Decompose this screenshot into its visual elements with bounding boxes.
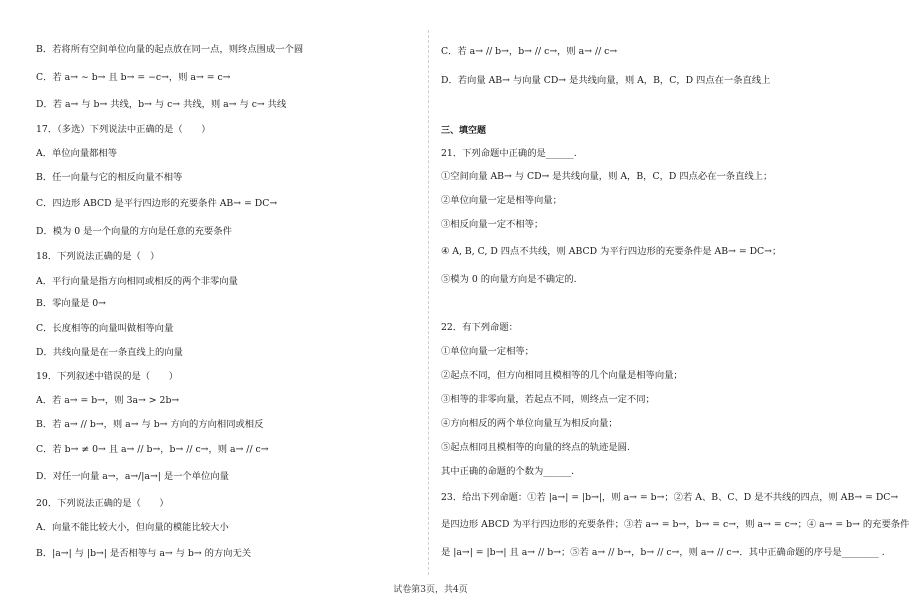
q22-item-4: ④方向相反的两个单位向量互为相反向量；	[441, 418, 618, 429]
q21-item-5: ⑤模为 0 的向量方向是不确定的.	[441, 274, 577, 285]
column-divider	[428, 30, 429, 575]
q17-option-d: D．模为 0 是一个向量的方向是任意的充要条件	[36, 226, 232, 237]
question-18-stem: 18．下列说法正确的是（ ）	[36, 251, 160, 262]
q17-option-a: A．单位向量都相等	[36, 148, 118, 159]
question-17-stem: 17．（多选）下列说法中正确的是（ ）	[36, 124, 211, 135]
q21-item-2: ②单位向量一定是相等向量；	[441, 195, 562, 206]
left-line-2: C．若 a→ ∼ b→ 且 b→ = −c→，则 a→ = c→	[36, 72, 231, 83]
q19-option-a: A．若 a→ = b→，则 3a→ > 2b→	[36, 395, 180, 406]
q18-option-c: C．长度相等的向量叫做相等向量	[36, 323, 174, 334]
left-line-3: D．若 a→ 与 b→ 共线，b→ 与 c→ 共线，则 a→ 与 c→ 共线	[36, 99, 287, 110]
section-title-fill-in: 三、填空题	[441, 126, 487, 136]
question-20-stem: 20．下列说法正确的是（ ）	[36, 498, 169, 509]
question-23-line-1: 23．给出下列命题：①若 |a→| = |b→|，则 a→ = b→；②若 A、B、C、D 是不共线的四点，则 AB→ = DC→	[441, 492, 899, 503]
question-21-stem: 21．下列命题中正确的是______.	[441, 148, 577, 159]
q22-item-5: ⑤起点相同且模相等的向量的终点的轨迹是圆.	[441, 442, 630, 453]
q21-item-3: ③相反向量一定不相等；	[441, 219, 544, 230]
q20-option-d: D．若向量 AB→ 与向量 CD→ 是共线向量，则 A，B，C，D 四点在一条直线上	[441, 75, 771, 86]
q21-item-4: ④ A, B, C, D 四点不共线，则 ABCD 为平行四边形的充要条件是 AB→ = DC→；	[441, 246, 782, 257]
q17-option-b: B．任一向量与它的相反向量不相等	[36, 172, 183, 183]
q20-option-a: A．向量不能比较大小，但向量的模能比较大小	[36, 522, 229, 533]
q22-item-2: ②起点不同，但方向相同且模相等的几个向量是相等向量；	[441, 370, 683, 381]
q22-answer-prompt: 其中正确的命题的个数为______.	[441, 466, 575, 477]
q21-item-1: ①空间向量 AB→ 与 CD→ 是共线向量，则 A，B，C，D 四点必在一条直线上；	[441, 171, 773, 182]
question-23-line-2: 是四边形 ABCD 为平行四边形的充要条件；③若 a→ = b→，b→ = c→，则 a→ = c→；④ a→ = b→ 的充要条件	[441, 519, 909, 530]
page-footer: 试卷第3页，共4页	[393, 585, 468, 595]
q22-item-1: ①单位向量一定相等；	[441, 346, 534, 357]
q18-option-b: B．零向量是 0→	[36, 298, 106, 309]
q20-option-c: C．若 a→ // b→，b→ // c→，则 a→ // c→	[441, 46, 618, 57]
question-22-stem: 22．有下列命题：	[441, 322, 518, 333]
q20-option-b: B．|a→| 与 |b→| 是否相等与 a→ 与 b→ 的方向无关	[36, 548, 252, 559]
q18-option-a: A．平行向量是指方向相同或相反的两个非零向量	[36, 276, 238, 287]
left-line-1: B．若将所有空间单位向量的起点放在同一点，则终点围成一个圆	[36, 44, 304, 55]
q22-item-3: ③相等的非零向量，若起点不同，则终点一定不同；	[441, 394, 655, 405]
q19-option-b: B．若 a→ // b→，则 a→ 与 b→ 方向的方向相同或相反	[36, 419, 264, 430]
q19-option-d: D．对任一向量 a→，a→/|a→| 是一个单位向量	[36, 471, 229, 482]
q17-option-c: C．四边形 ABCD 是平行四边形的充要条件 AB→ = DC→	[36, 198, 278, 209]
q19-option-c: C．若 b→ ≠ 0→ 且 a→ // b→，b→ // c→，则 a→ // c→	[36, 444, 269, 455]
q18-option-d: D．共线向量是在一条直线上的向量	[36, 347, 183, 358]
question-23-line-3: 是 |a→| = |b→| 且 a→ // b→；⑤若 a→ // b→，b→ // c→，则 a→ // c→．其中正确命题的序号是________ .	[441, 547, 885, 558]
question-19-stem: 19．下列叙述中错误的是（ ）	[36, 371, 178, 382]
